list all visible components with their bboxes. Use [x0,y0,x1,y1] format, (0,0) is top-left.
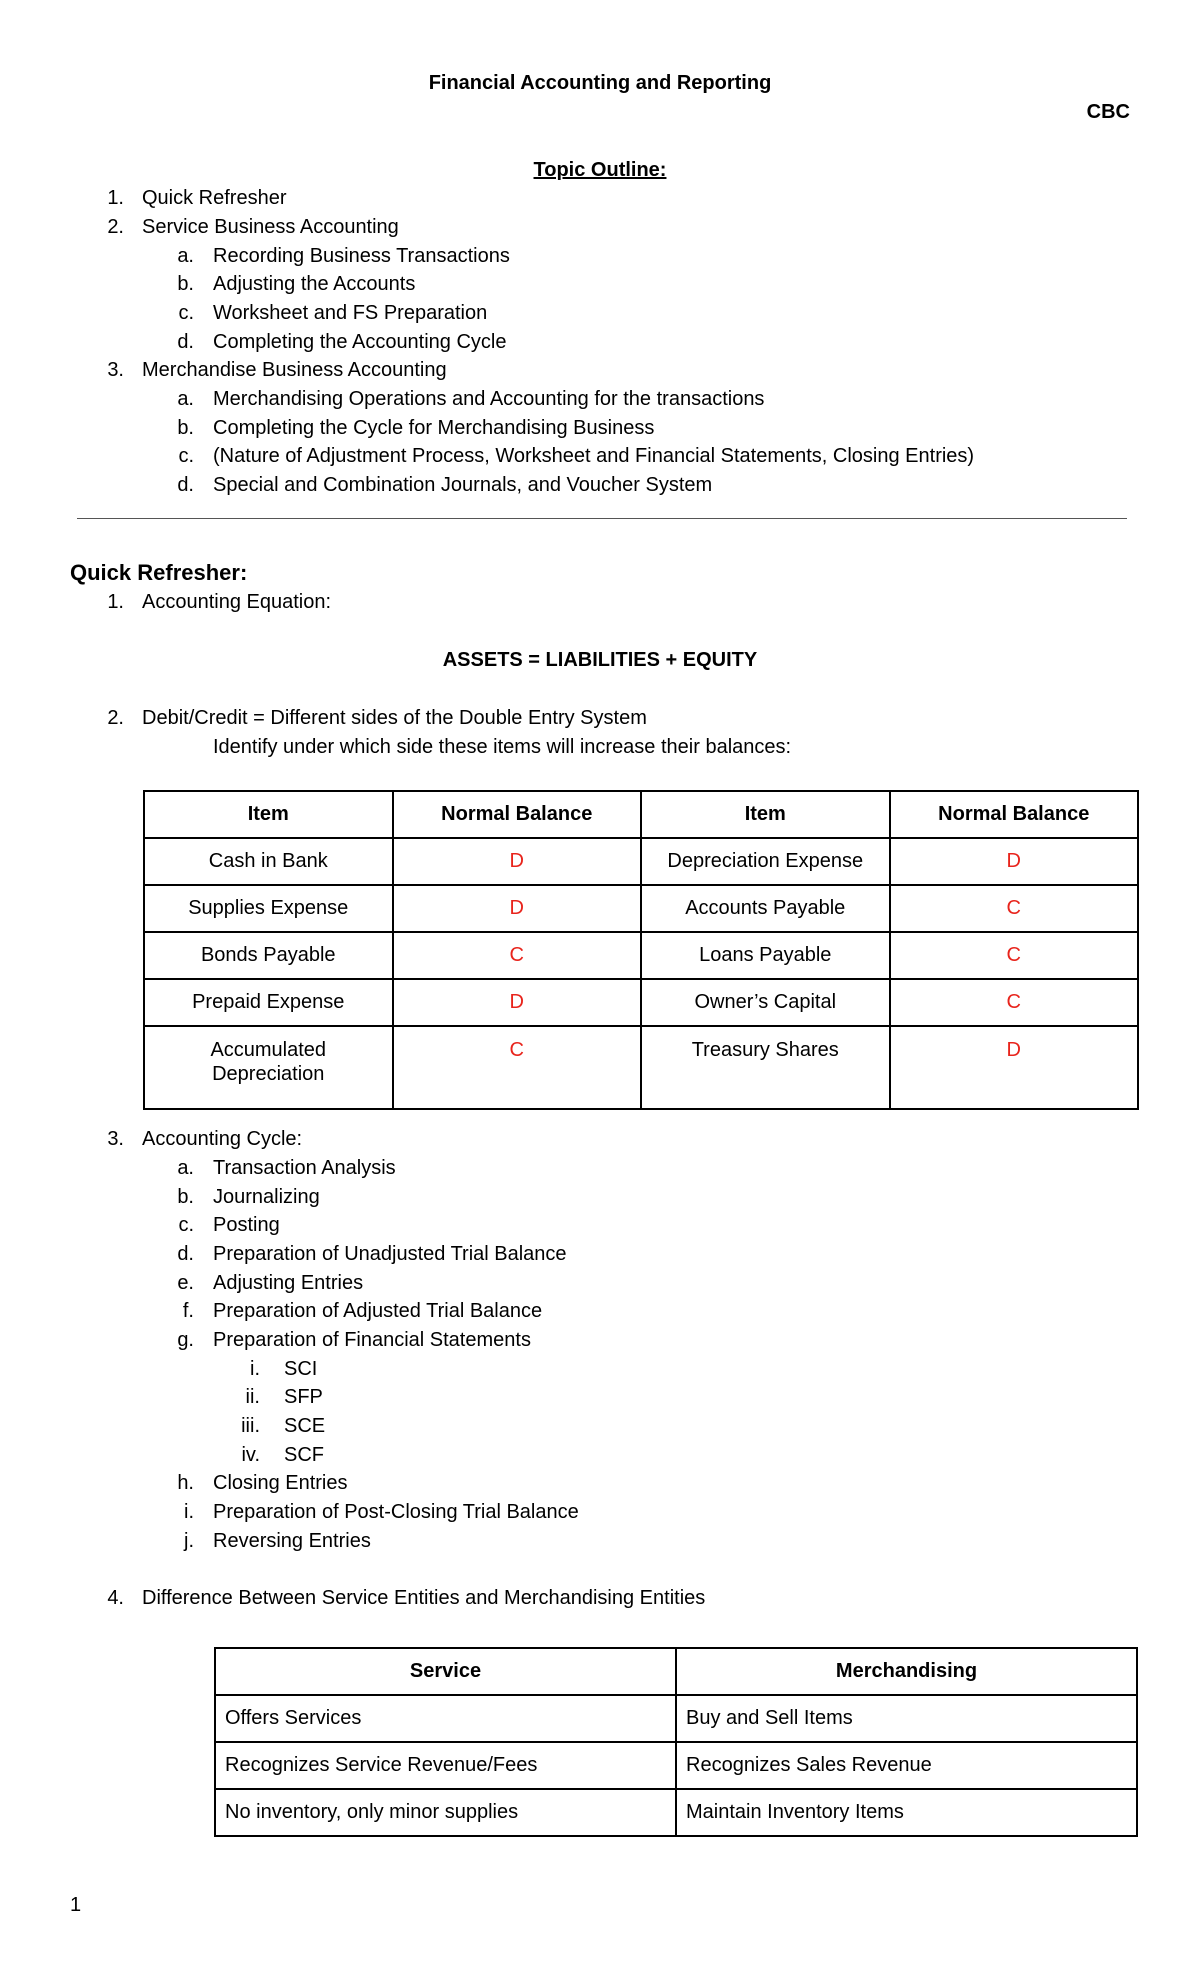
service-cell: Offers Services [215,1695,676,1742]
list-marker: iii. [241,1415,260,1437]
item-cell: Bonds Payable [144,932,393,979]
cycle-step-label: Preparation of Post-Closing Trial Balance [213,1501,579,1523]
outline-item-label: Quick Refresher [142,187,287,209]
table-row [144,979,1138,1026]
outline-subitem-label: Adjusting the Accounts [213,273,416,295]
normal-balance-cell: D [393,979,642,1026]
list-marker: c. [178,302,194,324]
normal-balance-cell: C [393,1026,642,1109]
merchandising-cell: Buy and Sell Items [676,1695,1137,1742]
column-header: Merchandising [676,1648,1137,1695]
merchandising-cell: Maintain Inventory Items [676,1789,1137,1836]
item-cell: Treasury Shares [641,1026,890,1109]
list-marker: iv. [241,1444,260,1466]
item-cell: Accumulated Depreciation [144,1026,393,1109]
normal-balance-cell: D [890,1026,1139,1109]
merchandising-cell: Recognizes Sales Revenue [676,1742,1137,1789]
cycle-step-label: Preparation of Unadjusted Trial Balance [213,1243,567,1265]
service-cell: No inventory, only minor supplies [215,1789,676,1836]
item-cell: Owner’s Capital [641,979,890,1026]
list-marker: i. [184,1501,194,1523]
cycle-step-label: Transaction Analysis [213,1157,396,1179]
outline-item-label: Service Business Accounting [142,216,399,238]
financial-statement-label: SCF [284,1444,324,1466]
list-marker: 3. [107,1128,124,1150]
list-marker: 1. [107,187,124,209]
list-marker: c. [178,1214,194,1236]
column-header: Item [144,791,393,838]
list-marker: b. [177,273,194,295]
outline-subitem-label: (Nature of Adjustment Process, Worksheet and Financial Statements, Closing Entries) [213,445,975,467]
list-marker: 1. [107,591,124,613]
course-code: CBC [1086,101,1130,123]
list-marker: a. [177,245,194,267]
column-header: Normal Balance [890,791,1139,838]
table-row [144,885,1138,932]
table-header-row [215,1648,1137,1695]
list-marker: d. [177,1243,194,1265]
outline-subitem-label: Completing the Accounting Cycle [213,331,507,353]
cycle-step-label: Closing Entries [213,1472,348,1494]
list-marker: a. [177,388,194,410]
table-row [215,1695,1137,1742]
table-row [215,1789,1137,1836]
list-marker: b. [177,1186,194,1208]
list-marker: ii. [245,1386,260,1408]
column-header: Service [215,1648,676,1695]
accounting-equation: ASSETS = LIABILITIES + EQUITY [442,649,758,671]
outline-subitem-label: Recording Business Transactions [213,245,510,267]
cycle-step-label: Posting [213,1214,280,1236]
normal-balance-table [143,790,1139,1110]
document-title: Financial Accounting and Reporting [428,72,772,94]
item-cell: Loans Payable [641,932,890,979]
item-cell: Supplies Expense [144,885,393,932]
list-marker: d. [177,331,194,353]
debit-credit-label: Debit/Credit = Different sides of the Double Entry System [142,707,647,729]
service-cell: Recognizes Service Revenue/Fees [215,1742,676,1789]
financial-statement-label: SCE [284,1415,326,1437]
normal-balance-cell: C [890,932,1139,979]
list-marker: f. [182,1300,194,1322]
table-row [144,932,1138,979]
item-cell: Depreciation Expense [641,838,890,885]
table-row [144,838,1138,885]
list-marker: 3. [107,359,124,381]
outline-subitem-label: Worksheet and FS Preparation [213,302,488,324]
normal-balance-cell: C [890,979,1139,1026]
cycle-step-label: Adjusting Entries [213,1272,364,1294]
list-marker: d. [177,474,194,496]
financial-statement-label: SCI [284,1358,318,1380]
outline-subitem-label: Completing the Cycle for Merchandising Business [213,417,655,439]
list-marker: j. [184,1530,194,1552]
outline-item-label: Merchandise Business Accounting [142,359,447,381]
list-marker: e. [177,1272,194,1294]
list-marker: h. [177,1472,194,1494]
list-marker: 2. [107,216,124,238]
normal-balance-cell: D [890,838,1139,885]
financial-statement-label: SFP [284,1386,323,1408]
column-header: Normal Balance [393,791,642,838]
horizontal-divider [77,518,1127,519]
instruction-text: Identify under which side these items will increase their balances: [213,736,792,758]
difference-label: Difference Between Service Entities and Merchandising Entities [142,1587,706,1609]
normal-balance-cell: C [890,885,1139,932]
cycle-step-label: Preparation of Financial Statements [213,1329,531,1351]
list-marker: a. [177,1157,194,1179]
table-header-row [144,791,1138,838]
cycle-step-label: Reversing Entries [213,1530,371,1552]
accounting-cycle-label: Accounting Cycle: [142,1128,303,1150]
list-marker: c. [178,445,194,467]
cycle-step-label: Preparation of Adjusted Trial Balance [213,1300,543,1322]
page-number: 1 [70,1894,82,1916]
cycle-step-label: Journalizing [213,1186,320,1208]
quick-refresher-heading: Quick Refresher: [70,560,248,585]
normal-balance-cell: C [393,932,642,979]
list-marker: b. [177,417,194,439]
normal-balance-cell: D [393,885,642,932]
normal-balance-cell: D [393,838,642,885]
outline-subitem-label: Special and Combination Journals, and Voucher System [213,474,713,496]
list-marker: 2. [107,707,124,729]
outline-subitem-label: Merchandising Operations and Accounting for the transactions [213,388,765,410]
accounting-equation-label: Accounting Equation: [142,591,332,613]
column-header: Item [641,791,890,838]
table-row [215,1742,1137,1789]
table-row [144,1026,1138,1109]
list-marker: g. [177,1329,194,1351]
item-cell: Accounts Payable [641,885,890,932]
item-cell: Prepaid Expense [144,979,393,1026]
topic-outline-heading: Topic Outline: [533,159,667,181]
list-marker: 4. [107,1587,124,1609]
list-marker: i. [250,1358,260,1380]
item-cell: Cash in Bank [144,838,393,885]
service-vs-merchandising-table [214,1647,1138,1837]
